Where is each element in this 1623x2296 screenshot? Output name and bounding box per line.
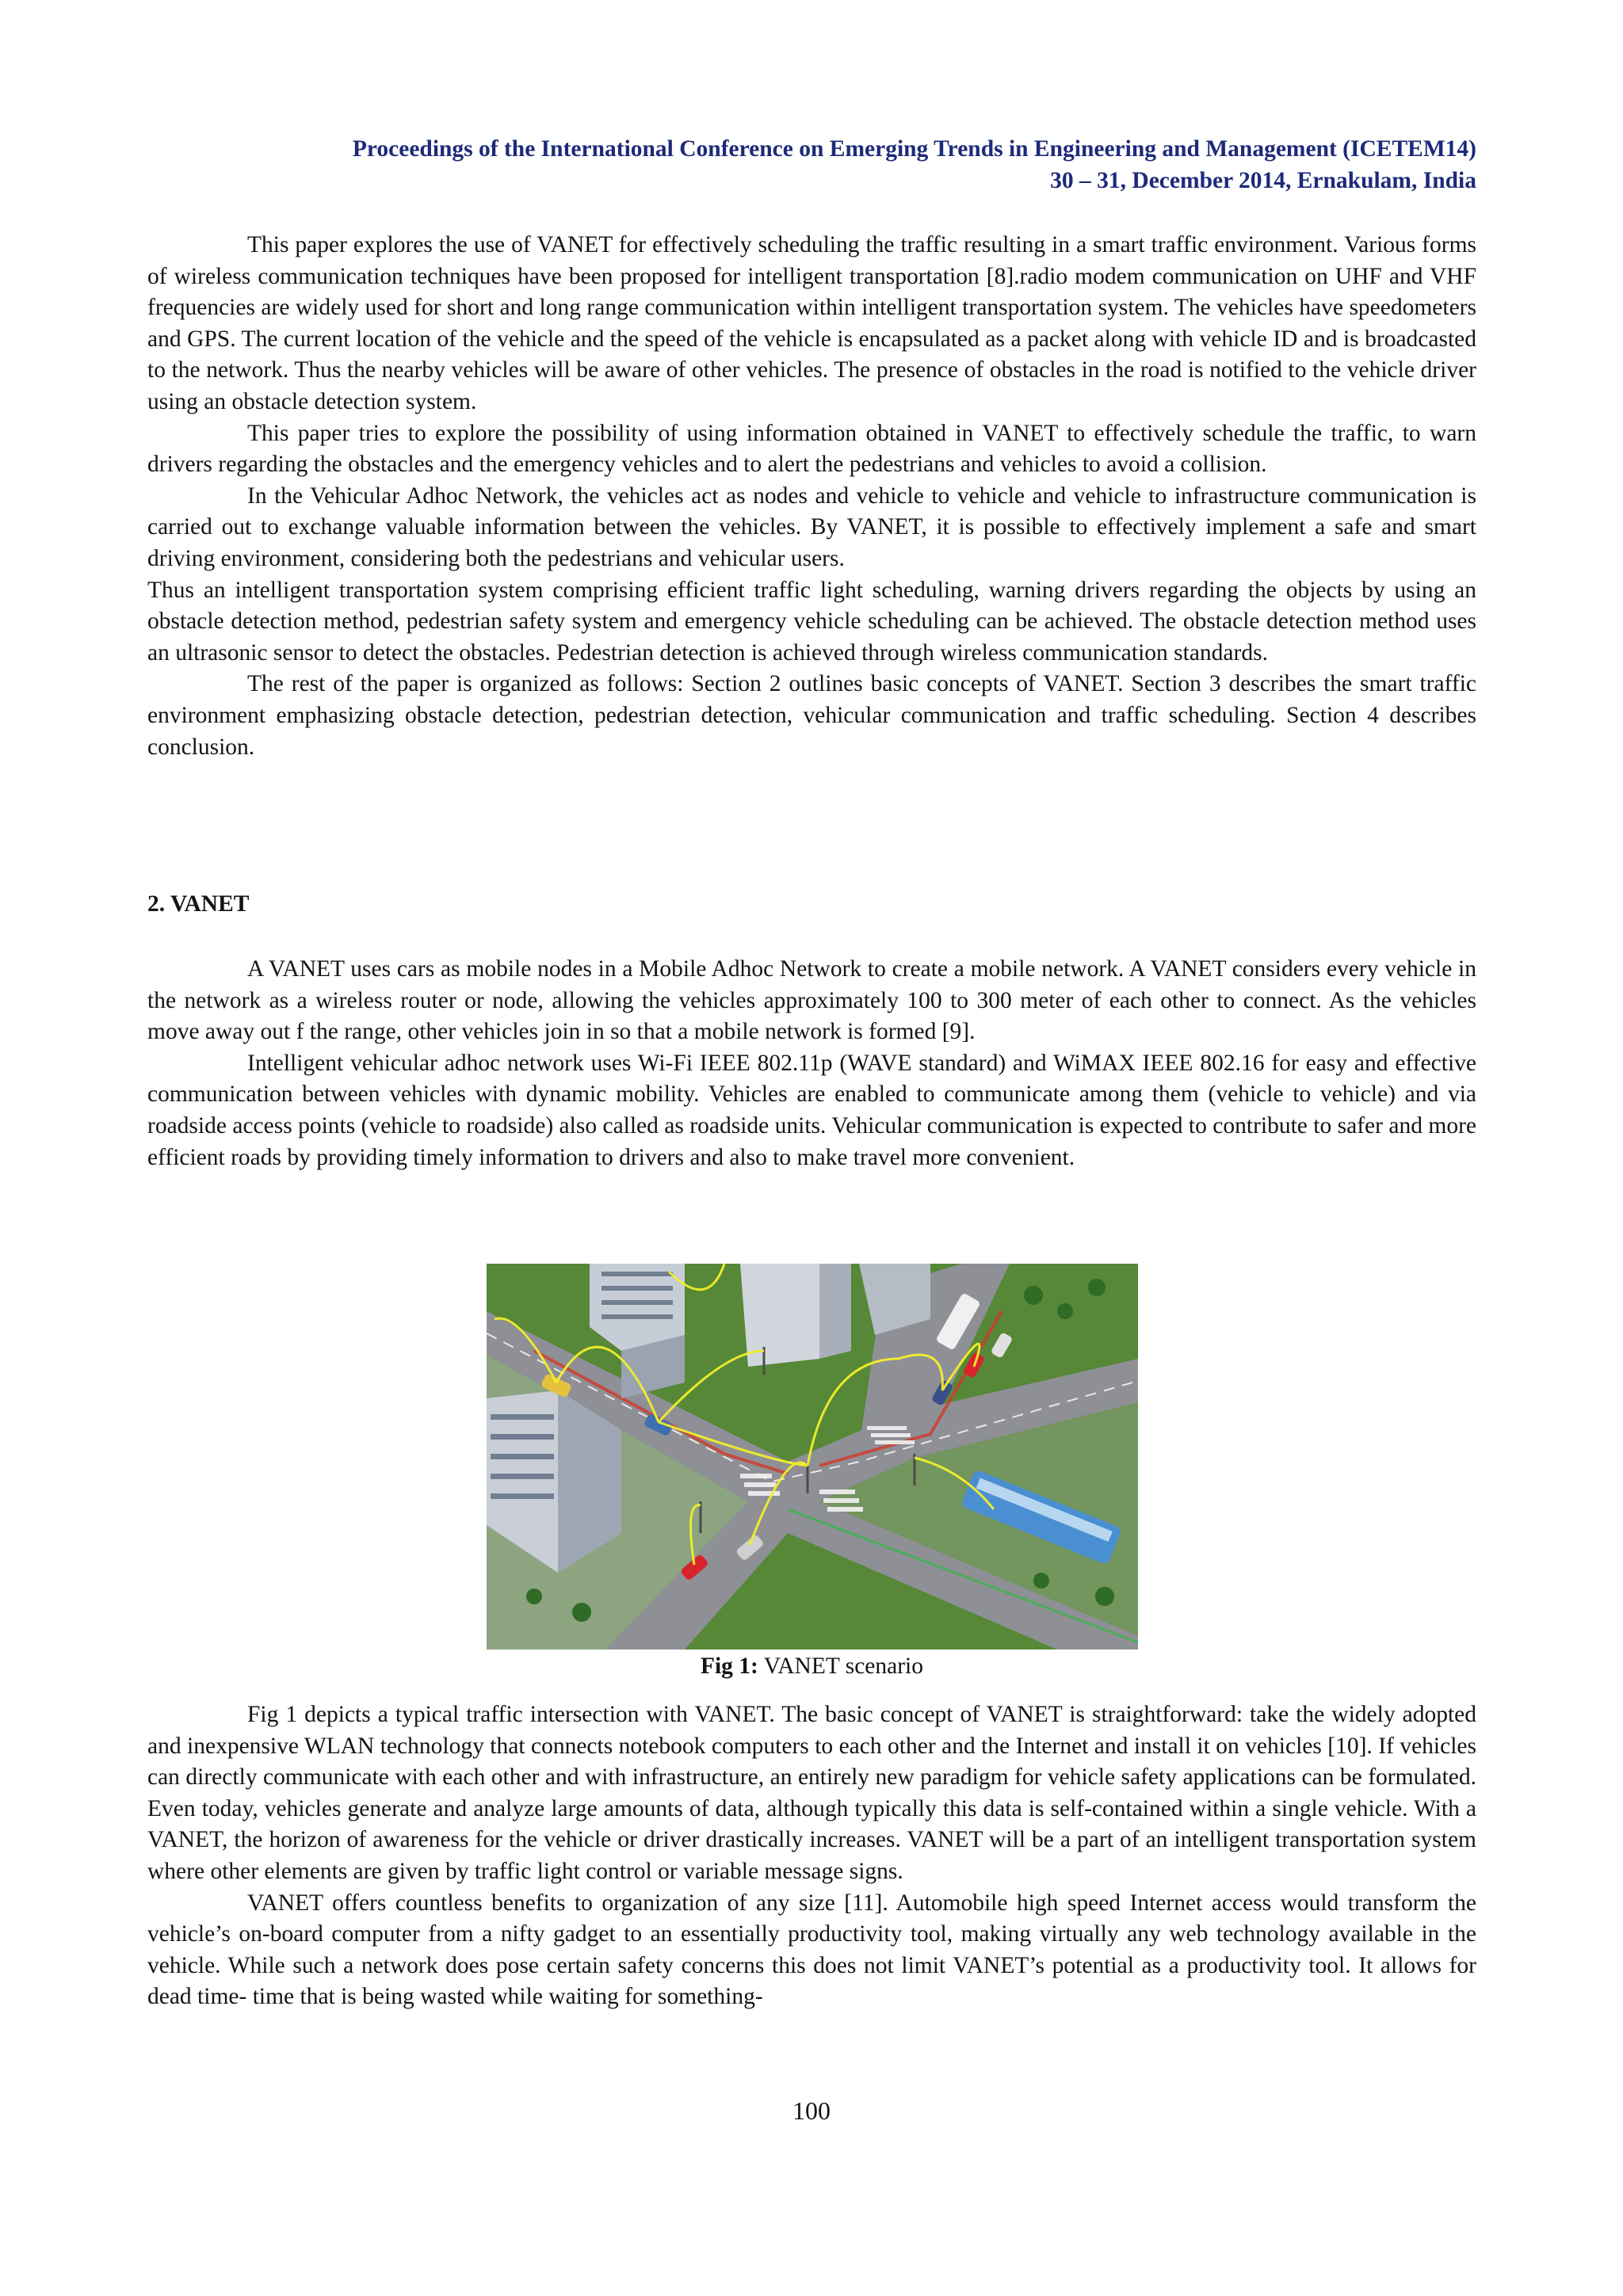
- header-conference-date: 30 – 31, December 2014, Ernakulam, India: [1050, 168, 1476, 193]
- running-header: [147, 133, 1476, 196]
- paragraph: Fig 1 depicts a typical traffic intersection with VANET. The basic concept of VANET is straightforward: take the widely adopted and inexpensive WLAN technology that connects notebook computers to each other and the Internet and install it on vehicles [10]. If vehicles can directly communicate with each other and with infrastructure, an entirely new paradigm for vehicle safety applications can be formulated. Even today, vehicles generate and analyze large amounts of data, although typically this data is self-contained within a single vehicle. With a VANET, the horizon of awareness for the vehicle or driver drastically increases. VANET will be a part of an intelligent transportation system where other elements are given by traffic light control or variable message signs.: [147, 1702, 1476, 1884]
- section-heading: 2. VANET: [147, 891, 250, 917]
- header-conference-title: Proceedings of the International Conference on Emerging Trends in Engineering and Management (ICETEM14): [352, 136, 1476, 162]
- figure-caption: [147, 1650, 1476, 1682]
- paragraph: Thus an intelligent transportation system comprising efficient traffic light scheduling, warning drivers regarding the objects by using an obstacle detection method, pedestrian safety system and emergency vehicle scheduling can be achieved. The obstacle detection method uses an ultrasonic sensor to detect the obstacles. Pedestrian detection is achieved through wireless communication standards.: [147, 577, 1476, 666]
- page-number: 100: [792, 2096, 831, 2125]
- figure-caption-label: Fig 1:: [700, 1653, 758, 1679]
- paragraph: In the Vehicular Adhoc Network, the vehicles act as nodes and vehicle to vehicle and vehicle to infrastructure communication is carried out to exchange valuable information between the vehicles. By VANET, it is possible to effectively implement a safe and smart driving environment, considering both the pedestrians and vehicular users.: [147, 482, 1476, 571]
- vanet-section-body: [147, 954, 1476, 1173]
- figure-caption-text: VANET scenario: [758, 1653, 924, 1679]
- paragraph: VANET offers countless benefits to organization of any size [11]. Automobile high speed Internet access would transform the vehicle’s on-board computer from a nifty gadget to an essentially productivity tool, making virtually any web technology available in the vehicle. While such a network does pose certain safety concerns this does not limit VANET’s potential as a productivity tool. It allows for dead time- time that is being wasted while waiting for something-: [147, 1890, 1476, 2010]
- paragraph: Intelligent vehicular adhoc network uses Wi-Fi IEEE 802.11p (WAVE standard) and WiMAX IEEE 802.16 for easy and effective communication between vehicles with dynamic mobility. Vehicles are enabled to communicate among them (vehicle to vehicle) and via roadside access points (vehicle to roadside) also called as roadside units. Vehicular communication is expected to contribute to safer and more efficient roads by providing timely information to drivers and also to make travel more convenient.: [147, 1050, 1476, 1170]
- paragraph: This paper tries to explore the possibility of using information obtained in VANET to effectively schedule the traffic, to warn drivers regarding the obstacles and the emergency vehicles and to alert the pedestrians and vehicles to avoid a collision.: [147, 420, 1476, 478]
- paragraph: This paper explores the use of VANET for effectively scheduling the traffic resulting in a smart traffic environment. Various forms of wireless communication techniques have been proposed for intelligent transportation [8].radio modem communication on UHF and VHF frequencies are widely used for short and long range communication within intelligent transportation system. The vehicles have speedometers and GPS. The current location of the vehicle and the speed of the vehicle is encapsulated as a packet along with vehicle ID and is broadcasted to the network. Thus the nearby vehicles will be aware of other vehicles. The presence of obstacles in the road is notified to the vehicle driver using an obstacle detection system.: [147, 232, 1476, 414]
- discussion-section: [147, 1699, 1476, 2013]
- paragraph: A VANET uses cars as mobile nodes in a Mobile Adhoc Network to create a mobile network. A VANET considers every vehicle in the network as a wireless router or node, allowing the vehicles approximately 100 to 300 meter of each other to connect. As the vehicles move away out f the range, other vehicles join in so that a mobile network is formed [9].: [147, 956, 1476, 1045]
- paragraph: The rest of the paper is organized as follows: Section 2 outlines basic concepts of VANET. Section 3 describes the smart traffic environment emphasizing obstacle detection, pedestrian detection, vehicular communication and traffic scheduling. Section 4 describes conclusion.: [147, 671, 1476, 760]
- intro-section: [147, 230, 1476, 763]
- vanet-scenario-illustration: [487, 1264, 1138, 1650]
- vanet-scenario-figure: [487, 1264, 1138, 1650]
